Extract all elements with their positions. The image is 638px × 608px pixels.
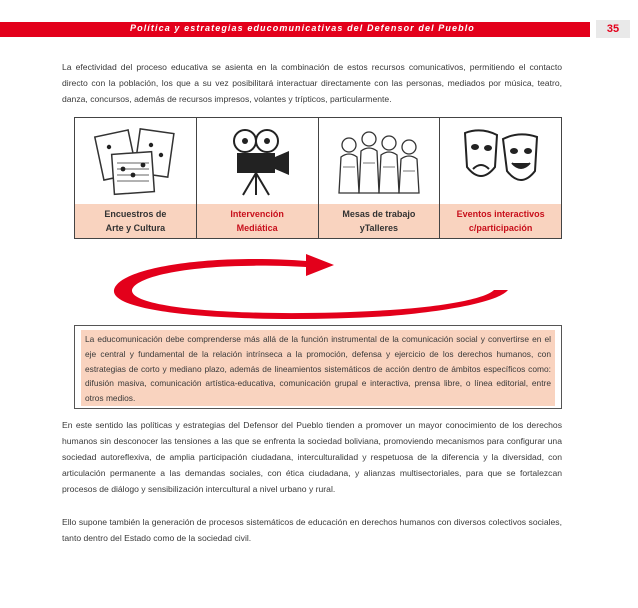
resource-caption: Encuestros de Arte y Cultura <box>75 204 196 238</box>
intro-paragraph: La efectividad del proceso educativa se asienta en la combinación de estos recursos comunicativos, permitiendo el contacto directo con la población, los que a su vez posibilitará interactuar directamente con las personas, mediados por música, teatro, danza, concursos, además de recursos impresos, volantes y trípticos, particularmente. <box>62 62 562 104</box>
theater-masks-icon <box>440 118 561 204</box>
film-camera-icon <box>197 118 318 204</box>
body-paragraph-2: Ello supone también la generación de procesos sistemáticos de educación en derechos humanos con diversos colectivos sociales, tanto dentro del Estado como de la sociedad civil. <box>62 517 562 543</box>
resources-table <box>74 117 562 239</box>
music-sheets-icon <box>75 118 196 204</box>
resource-cell-eventos <box>440 118 561 238</box>
body-paragraph-1: En este sentido las políticas y estrategias del Defensor del Pueblo tienden a promover un mayor conocimiento de los derechos humanos sin desconocer las tensiones a las que se enfrenta la sociedad boliviana, promoviendo mecanismos para configurar una sociedad autoreflexiva, de amplia participación ciudadana, interculturalidad y respetuosa de la diferencia y la diversidad, con articulación permanente a las demandas sociales, con ética ciudadana, y alianzas multisectoriales, para que se fortalezcan procesos de diálogo y sensibilización intercultural a nivel urbano y rural. <box>62 420 562 494</box>
highlight-box <box>74 325 562 409</box>
circular-arrow-icon <box>90 250 530 330</box>
resource-cell-talleres <box>319 118 441 238</box>
resource-caption: Eventos interactivos c/participación <box>440 204 561 238</box>
resource-cell-media <box>197 118 319 238</box>
resource-caption: Mesas de trabajo yTalleres <box>319 204 440 238</box>
resource-cell-arte <box>75 118 197 238</box>
highlight-text: La educomunicación debe comprenderse más allá de la función instrumental de la comunicación social y convertirse en el eje central y fundamental de la relación intrínseca a la promoción, defensa y ejercicio de los derechos humanos, con estrategias de corto y mediano plazo, además de lineamientos sistemáticos de acción dentro de ámbitos específicos como: difusión masiva, comunicación artística-educativa, comunicación grupal e interactiva, prensa libre, o línea editorial, entre otros medios. <box>81 330 555 406</box>
page-number: 35 <box>596 20 630 38</box>
resource-caption: Intervención Mediática <box>197 204 318 238</box>
running-header-title: Política y estrategias educomunicativas del Defensor del Pueblo <box>130 23 475 33</box>
people-group-icon <box>319 118 440 204</box>
